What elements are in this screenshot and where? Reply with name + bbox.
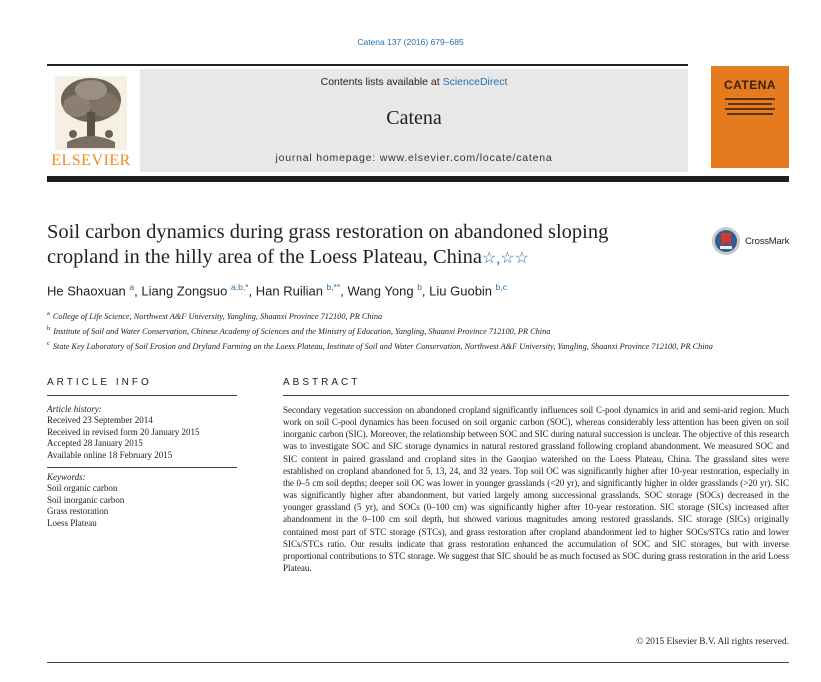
homepage-link[interactable]: www.elsevier.com/locate/catena <box>379 152 553 164</box>
author-separator: , <box>134 283 142 299</box>
history-item: Received 23 September 2014 <box>47 415 153 426</box>
elsevier-tree-icon <box>47 72 135 152</box>
author-affiliation-mark[interactable]: a,b,* <box>231 282 249 292</box>
author-affiliation-mark[interactable]: b,** <box>326 282 341 292</box>
author-separator: , <box>340 283 348 299</box>
author-name[interactable]: Han Ruilian <box>255 283 323 299</box>
cover-text-line <box>727 113 773 115</box>
crossmark-label: CrossMark <box>745 236 790 247</box>
sciencedirect-link[interactable]: ScienceDirect <box>442 76 508 88</box>
affiliation-key: a <box>47 310 50 317</box>
author-separator: , <box>421 283 430 299</box>
elsevier-wordmark: ELSEVIER <box>51 152 131 169</box>
journal-header-box <box>140 69 688 172</box>
history-item: Received in revised form 20 January 2015 <box>47 426 200 437</box>
author-name[interactable]: He Shaoxuan <box>47 283 126 299</box>
author-list <box>47 282 787 298</box>
cover-title: CATENA <box>723 78 777 92</box>
affiliation-key: b <box>47 325 51 333</box>
author-name[interactable]: Liu Guobin <box>429 283 493 299</box>
author-affiliation-mark[interactable]: b <box>417 282 422 292</box>
journal-citation[interactable]: Catena 137 (2016) 679–685 <box>357 37 464 47</box>
keyword-item: Soil organic carbon <box>47 483 118 494</box>
affiliation-text: College of Life Science, Northwest A&F University, Yangling, Shaanxi Province 712100, PR China <box>52 311 383 321</box>
author-separator: , <box>248 283 256 299</box>
affiliation-text: Institute of Soil and Water Conservation, Chinese Academy of Sciences and the Ministry of Education, Yangling, Shaanxi Province 712100, PR China <box>53 326 551 336</box>
article-title <box>47 220 687 271</box>
contents-availability <box>140 76 688 88</box>
header-bottom-rule <box>47 176 789 182</box>
affiliation-item <box>47 338 792 353</box>
author-affiliation-mark[interactable]: a <box>129 282 135 292</box>
history-label: Article history: <box>47 404 102 414</box>
author-name[interactable]: Liang Zongsuo <box>141 283 228 299</box>
affiliation-item <box>47 323 792 338</box>
article-history-block <box>47 404 247 529</box>
journal-homepage <box>140 152 688 164</box>
title-line-2: cropland in the hilly area of the Loess Plateau, China <box>47 246 482 268</box>
footer-rule <box>47 662 789 663</box>
cover-text-line <box>725 98 775 100</box>
keywords-label: Keywords: <box>47 472 86 483</box>
history-keywords-divider <box>47 467 237 468</box>
copyright-notice: © 2015 Elsevier B.V. All rights reserved. <box>636 637 789 647</box>
contents-prefix: Contents lists available at <box>320 76 443 88</box>
cover-text-line <box>725 108 775 110</box>
journal-cover-thumbnail[interactable] <box>711 66 789 168</box>
crossmark-icon <box>711 226 741 256</box>
elsevier-logo[interactable] <box>47 72 135 172</box>
author-affiliation-mark[interactable]: b,c <box>495 282 508 292</box>
abstract-heading: ABSTRACT <box>283 377 361 388</box>
affiliation-list <box>47 308 792 353</box>
keyword-item: Soil inorganic carbon <box>47 494 125 505</box>
affiliation-key: c <box>47 340 50 348</box>
title-footnote-marks[interactable]: ☆,☆☆ <box>481 250 529 267</box>
article-info-heading: ARTICLE INFO <box>47 377 152 388</box>
cover-text-line <box>728 103 772 105</box>
affiliation-text: State Key Laboratory of Soil Erosion and Dryland Farming on the Loess Plateau, Institute of Soil and Water Conservation, Northwest A&F University, Yangling, Shaanxi Province 712100, PR China <box>52 341 713 351</box>
history-item: Accepted 28 January 2015 <box>47 438 143 449</box>
abstract-rule <box>283 395 789 396</box>
article-info-rule <box>47 395 237 396</box>
history-item: Available online 18 February 2015 <box>47 449 173 460</box>
journal-name: Catena <box>386 107 442 129</box>
keyword-item: Loess Plateau <box>47 517 97 528</box>
abstract-text: Secondary vegetation succession on abandoned cropland significantly influences soil C-pool dynamics in arid and semi-arid region. Much work on soil C-pool dynamics has been focused on soil organic carbon (SOC), whereas considerably less attention has been given on soil inorganic carbon (SIC). Moreover, the relationship between SOC and SIC during natural succession is unclear. The objective of this research was to investigate SOC and SIC storage dynamics in natural restored grassland following cropland abandonment. We measured SOC and SIC content in paired grassland and cropland sites in the Gaoqiao watershed on the Loess Plateau, China. The grassland sites were established on cropland abandoned for 5, 13, 24, and 32 years. Top soil OC was significantly higher after 10-year restoration, especially in the 0–5 cm soil depths; deeper soil OC was lower in younger grasslands (<20 yr), and significantly higher in older grasslands (>20 yr). SIC was significantly higher after abandonment, but varied largely among successional grasslands. SOC storage (SOCs) decreased in the younger grassland (5 yr), and SOCs (0–100 cm) was significantly higher after 10-year restoration. SIC storage (SICs) increased after abandonment in the 0–100 cm soil depth, but showed various magnitudes among restored grasslands. SIC storage (SICs) originally contained most part of STC storage (STCs), and grass restoration after cropland abandonment led to higher SOCs/STCs ratio and lower SICs/STCs ratio. Our results indicate that grass restoration enhanced the accumulation of SOC and SIC storages, but with inverse proportional contributions to STC storage. We suggest that SIC should be as much focused as SOC during grass restoration in the arid Loess Plateau. <box>283 405 789 574</box>
affiliation-item <box>47 308 792 323</box>
keyword-item: Grass restoration <box>47 506 109 517</box>
author-name[interactable]: Wang Yong <box>347 283 414 299</box>
crossmark-button[interactable] <box>711 226 811 256</box>
header-top-rule <box>47 64 688 66</box>
title-line-1: Soil carbon dynamics during grass restoration on abandoned sloping <box>47 221 609 243</box>
homepage-label: journal homepage: <box>275 152 380 164</box>
